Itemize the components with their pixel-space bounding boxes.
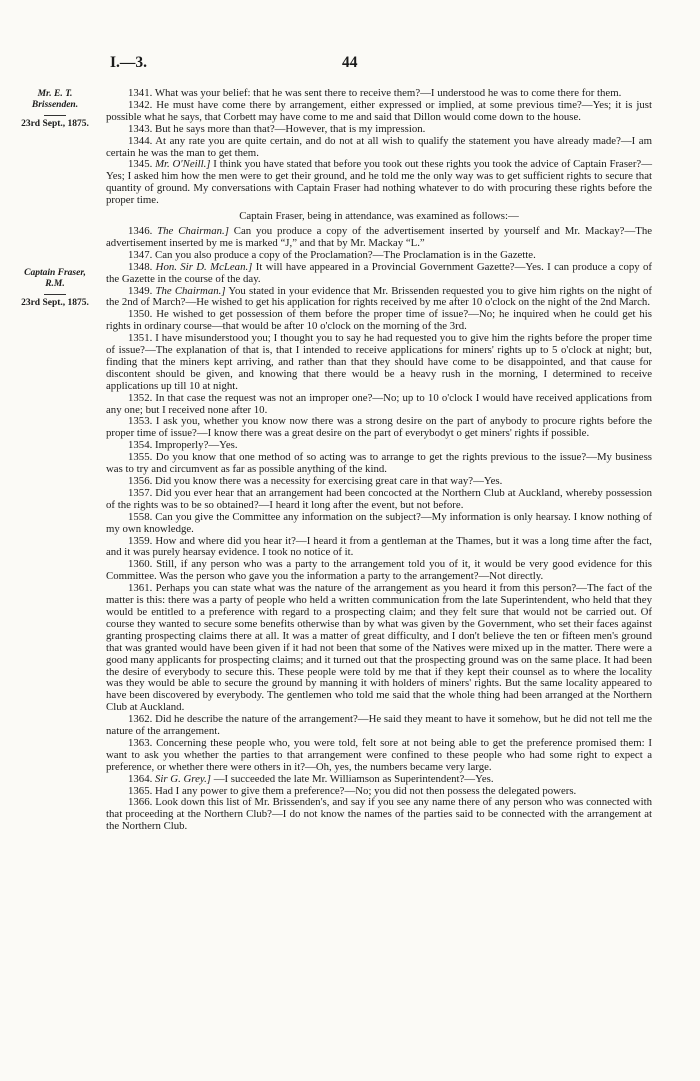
question-number: 1356. bbox=[128, 475, 153, 487]
question-answer-text: —I succeeded the late Mr. Williamson as Superintendent?—Yes. bbox=[213, 772, 494, 785]
question-number: 1341. bbox=[128, 87, 153, 99]
question-number: 1345. bbox=[128, 158, 153, 171]
speaker-label: The Chairman.] bbox=[157, 224, 229, 237]
question-number: 1344. bbox=[128, 134, 153, 147]
evidence-paragraph bbox=[106, 333, 652, 393]
evidence-paragraph bbox=[106, 159, 652, 207]
question-number: 1349. bbox=[128, 284, 153, 297]
question-number: 1360. bbox=[128, 558, 153, 571]
question-number: 1364. bbox=[128, 772, 153, 785]
session-date: 23rd Sept., 1875. bbox=[21, 119, 89, 129]
question-answer-text: He must have come there by arrangement, either expressed or implied, at some previous time?—Yes; it is just possible what he says, that Corbett may have come to me and said that Dillon would come down to the house. bbox=[106, 98, 652, 123]
question-answer-text: It will have appeared in a Provincial Government Gazette?—Yes. I can produce a copy of the Gazette in the course of the day. bbox=[106, 260, 653, 285]
question-answer-text: I have misunderstood you; I thought you to say he had requested you to give him the rights before the proper time of issue?—The explanation of that is, that I intended to receive applications for miners' rights up to 5 o'clock at night; but, finding that the miners kept arriving, and rather than that they should have come to be disappointed, and that cause for discontent should be given, and knowing that there would be a heavy rush in the morning, I determined to receive applications up till 10 at night. bbox=[106, 332, 652, 392]
evidence-paragraph bbox=[106, 100, 652, 124]
question-number: 1355. bbox=[128, 451, 153, 464]
question-answer-text: Do you know that one method of so acting was to arrange to get the rights previous to the issue?—My business was to try and circumvent as far as possible anything of the kind. bbox=[106, 451, 652, 476]
evidence-paragraph bbox=[106, 393, 652, 417]
examination-heading: Captain Fraser, being in attendance, was examined as follows:— bbox=[239, 210, 519, 223]
question-number: 1352. bbox=[128, 391, 153, 404]
question-answer-text: Still, if any person who was a party to the arrangement told you of it, it would be very good evidence for this Committee. Was the person who gave you the information a party to the arrangement?—Not directly. bbox=[106, 558, 653, 583]
question-answer-text: Improperly?—Yes. bbox=[155, 439, 238, 452]
question-answer-text: What was your belief: that he was sent there to receive them?—I understood he was to come there for them. bbox=[154, 87, 622, 99]
question-answer-text: Did you ever hear that an arrangement had been concocted at the Northern Club at Auckland, whereby possession of the rights was to be so obtained?—I heard it long after the event, but not before. bbox=[106, 486, 652, 511]
question-number: 1353. bbox=[128, 415, 153, 428]
speaker-label: Mr. O'Neill.] bbox=[155, 158, 211, 171]
evidence-paragraph bbox=[106, 488, 652, 512]
evidence-paragraph bbox=[106, 416, 652, 440]
question-answer-text: Had I any power to give them a preference?—No; you did not then possess the delegated powers. bbox=[155, 784, 577, 797]
question-answer-text: Can you also produce a copy of the Proclamation?—The Proclamation is in the Gazette. bbox=[155, 248, 536, 261]
question-number: 1357. bbox=[128, 486, 153, 499]
question-number: 1346. bbox=[128, 224, 153, 237]
evidence-paragraph bbox=[106, 262, 652, 286]
question-number: 1350. bbox=[128, 308, 153, 321]
evidence-paragraph bbox=[106, 512, 652, 536]
evidence-paragraph bbox=[106, 738, 652, 774]
evidence-paragraph bbox=[106, 536, 652, 560]
witness-name: Mr. E. T. Brissenden. bbox=[31, 89, 79, 110]
question-answer-text: In that case the request was not an improper one?—No; up to 10 o'clock I would have received applications from any one; but I received none after 10. bbox=[106, 391, 652, 416]
question-number: 1354. bbox=[128, 439, 153, 452]
question-answer-text: I think you have stated that before you took out these rights you took the advice of Captain Fraser?—Yes; I asked him how the men were to get their ground, and he told me the only way was to get sufficient rights to secure that quantity of ground. My conversations with Captain Fraser had nothing whatever to do with procuring these rights before the proper time. bbox=[106, 158, 653, 207]
witness-name: Captain Fraser, R.M. bbox=[24, 268, 86, 289]
question-number: 1342. bbox=[128, 98, 153, 111]
question-answer-text: Can you produce a copy of the advertisement inserted by yourself and Mr. Mackay?—The advertisement inserted by me is marked “J,” and that by Mr. Mackay “L.” bbox=[106, 224, 653, 249]
divider bbox=[44, 294, 66, 295]
speaker-label: The Chairman.] bbox=[155, 284, 226, 297]
page-header bbox=[110, 54, 650, 74]
question-number: 1347. bbox=[128, 248, 153, 261]
evidence-paragraph bbox=[106, 309, 652, 333]
question-number: 1343. bbox=[128, 122, 153, 135]
question-number: 1362. bbox=[128, 713, 153, 726]
evidence-paragraph bbox=[106, 226, 652, 250]
question-number: 1363. bbox=[128, 736, 153, 749]
question-number: 1558. bbox=[128, 510, 153, 523]
evidence-paragraph bbox=[106, 714, 652, 738]
question-number: 1351. bbox=[128, 332, 153, 345]
question-answer-text: You stated in your evidence that Mr. Brissenden requested you to give him rights on the night of the 2nd of March?—He wished to get his application for rights received by me after 10 o'clock on the night of the 2nd March. bbox=[106, 284, 652, 309]
question-number: 1359. bbox=[128, 534, 153, 547]
speaker-label: Hon. Sir D. McLean.] bbox=[155, 260, 253, 273]
speaker-label: Sir G. Grey.] bbox=[155, 772, 211, 785]
margin-note-witness bbox=[16, 89, 94, 130]
evidence-text bbox=[106, 88, 652, 833]
question-answer-text: At any rate you are quite certain, and do not at all wish to qualify the statement you have already made?—I am certain he was the man to get them. bbox=[106, 134, 652, 159]
question-answer-text: I ask you, whether you know now there was a strong desire on the part of anybody to procure rights before the proper time of issue?—I know there was a great desire on the part of everybodyt o get miners' rights if possible. bbox=[106, 415, 652, 440]
margin-note-witness bbox=[16, 268, 94, 309]
divider bbox=[44, 115, 66, 116]
question-answer-text: Concerning these people who, you were told, felt sore at not being able to get the preference promised them: I want to ask you whether the parties to that arrangement were confined to these people who had some right to expect a preference, or whether there were others in it?—Oh, yes, the numbers became very large. bbox=[106, 736, 652, 773]
session-date: 23rd Sept., 1875. bbox=[21, 298, 89, 308]
question-answer-text: Can you give the Committee any information on the subject?—My information is only hearsay. I know nothing of my own knowledge. bbox=[106, 510, 652, 535]
question-answer-text: Did you know there was a necessity for exercising great care in that way?—Yes. bbox=[155, 475, 503, 487]
question-number: 1361. bbox=[128, 582, 153, 595]
question-answer-text: But he says more than that?—However, that is my impression. bbox=[155, 122, 426, 135]
evidence-paragraph bbox=[106, 583, 652, 714]
evidence-paragraph bbox=[106, 559, 652, 583]
question-number: 1366. bbox=[128, 796, 153, 809]
question-answer-text: Perhaps you can state what was the nature of the arrangement as you heard it from this person?—The fact of the matter is this: there was a party of people who held a written communication from the late Superintendent, who held that they would be entitled to a preference with regard to a prospecting claim; and they felt sure that would not be carried out. Of course they wanted to secure some benefits otherwise than by what was given by the Government, who set their faces against granting prospecting claims there at all. It was a matter of great difficulty, and I don't believe the ten or fifteen men's ground that was granted would have been given if it had not been that some of the Natives were mixed up in the matter. There were a good many applicants for prospecting claims; and it turned out that the prospecting ground was on the same place. It had been the desire of everybody to secure this. These people were told by me that if they kept their counsel as to where the locality was they would be able to secure the ground by manning it with holders of miners' rights. But the same locality appeared to have been discovered by everybody. The gentlemen who told me said that the whole thing had been arranged at the Northern Club at Auckland. bbox=[106, 582, 652, 714]
evidence-paragraph bbox=[106, 452, 652, 476]
page-number: 44 bbox=[342, 54, 358, 71]
question-answer-text: Did he describe the nature of the arrangement?—He said they meant to have it somehow, but he did not tell me the nature of the arrangement. bbox=[106, 713, 652, 738]
evidence-paragraph bbox=[106, 797, 652, 833]
question-number: 1365. bbox=[128, 784, 153, 797]
evidence-paragraph bbox=[106, 286, 652, 310]
document-reference: I.—3. bbox=[110, 54, 148, 71]
question-answer-text: Look down this list of Mr. Brissenden's, and say if you see any name there of any person who was connected with that proceeding at the Northern Club?—I do not know the names of the parties said to be connected with the arrangement at the Northern Club. bbox=[106, 796, 652, 833]
question-number: 1348. bbox=[128, 260, 153, 273]
question-answer-text: How and where did you hear it?—I heard it from a gentleman at the Thames, but it was a long time after the fact, and it was purely hearsay evidence. I took no notice of it. bbox=[106, 534, 652, 559]
question-answer-text: He wished to get possession of them before the proper time of issue?—No; he inquired when he could get his rights in ordinary course—that would be after 10 o'clock on the morning of the 3rd. bbox=[106, 308, 652, 333]
evidence-paragraph bbox=[106, 136, 652, 160]
